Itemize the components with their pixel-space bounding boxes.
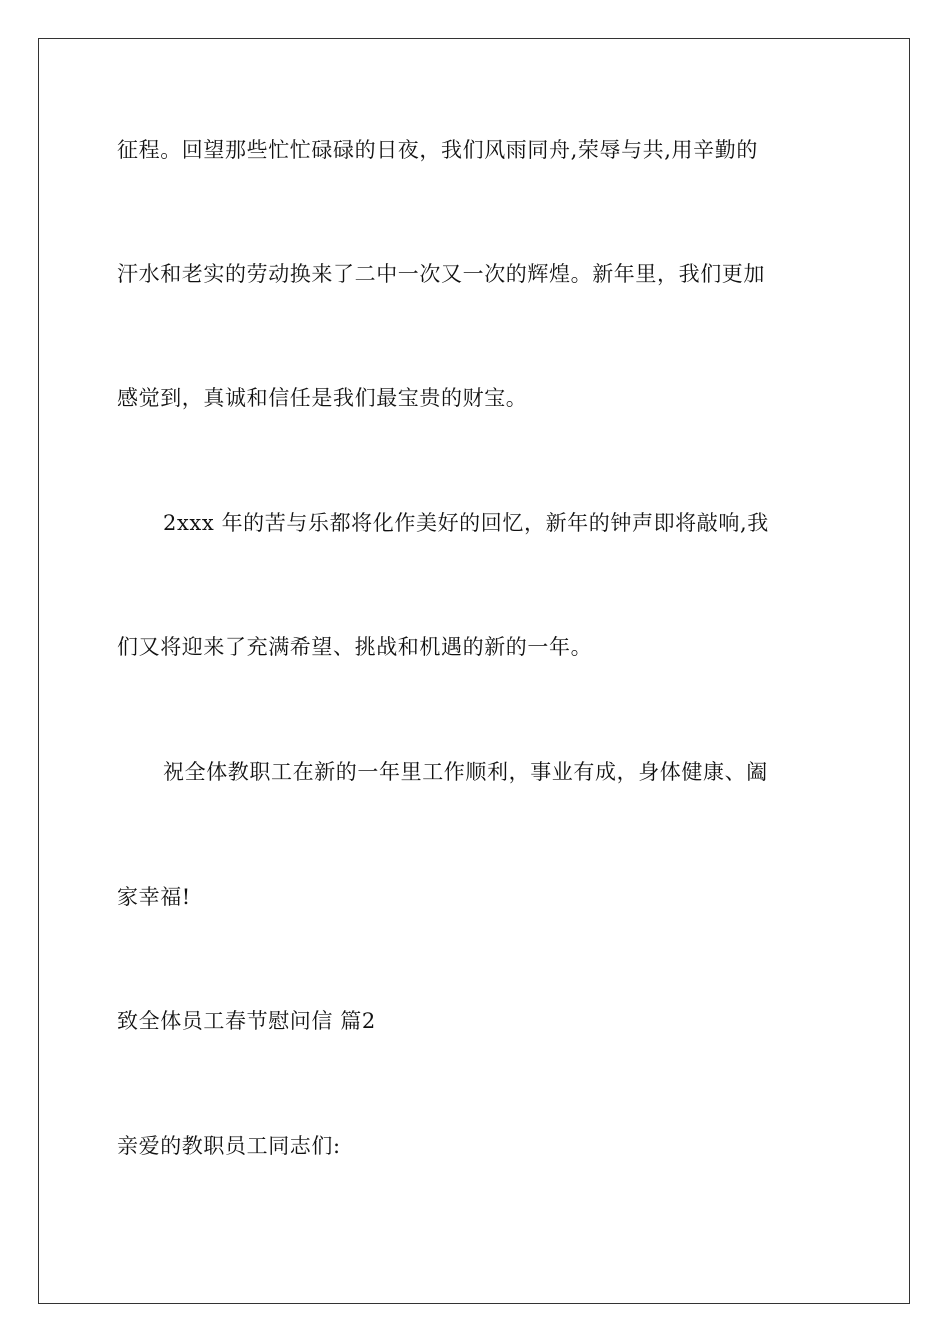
paragraph-line: 汗水和老实的劳动换来了二中一次又一次的辉煌。新年里，我们更加 bbox=[117, 262, 765, 286]
paragraph-line: 家幸福! bbox=[117, 885, 191, 909]
paragraph-line: 祝全体教职工在新的一年里工作顺利，事业有成，身体健康、阖 bbox=[163, 760, 768, 784]
paragraph-line: 们又将迎来了充满希望、挑战和机遇的新的一年。 bbox=[117, 635, 593, 659]
page-frame bbox=[38, 38, 910, 1304]
paragraph-line: 2xxx 年的苦与乐都将化作美好的回忆，新年的钟声即将敲响,我 bbox=[163, 511, 769, 535]
section-heading: 致全体员工春节慰问信 篇2 bbox=[117, 1009, 376, 1033]
salutation: 亲爱的教职员工同志们: bbox=[117, 1134, 341, 1158]
paragraph-line: 征程。回望那些忙忙碌碌的日夜，我们风雨同舟,荣辱与共,用辛勤的 bbox=[117, 138, 758, 162]
paragraph-line: 感觉到，真诚和信任是我们最宝贵的财宝。 bbox=[117, 386, 528, 410]
